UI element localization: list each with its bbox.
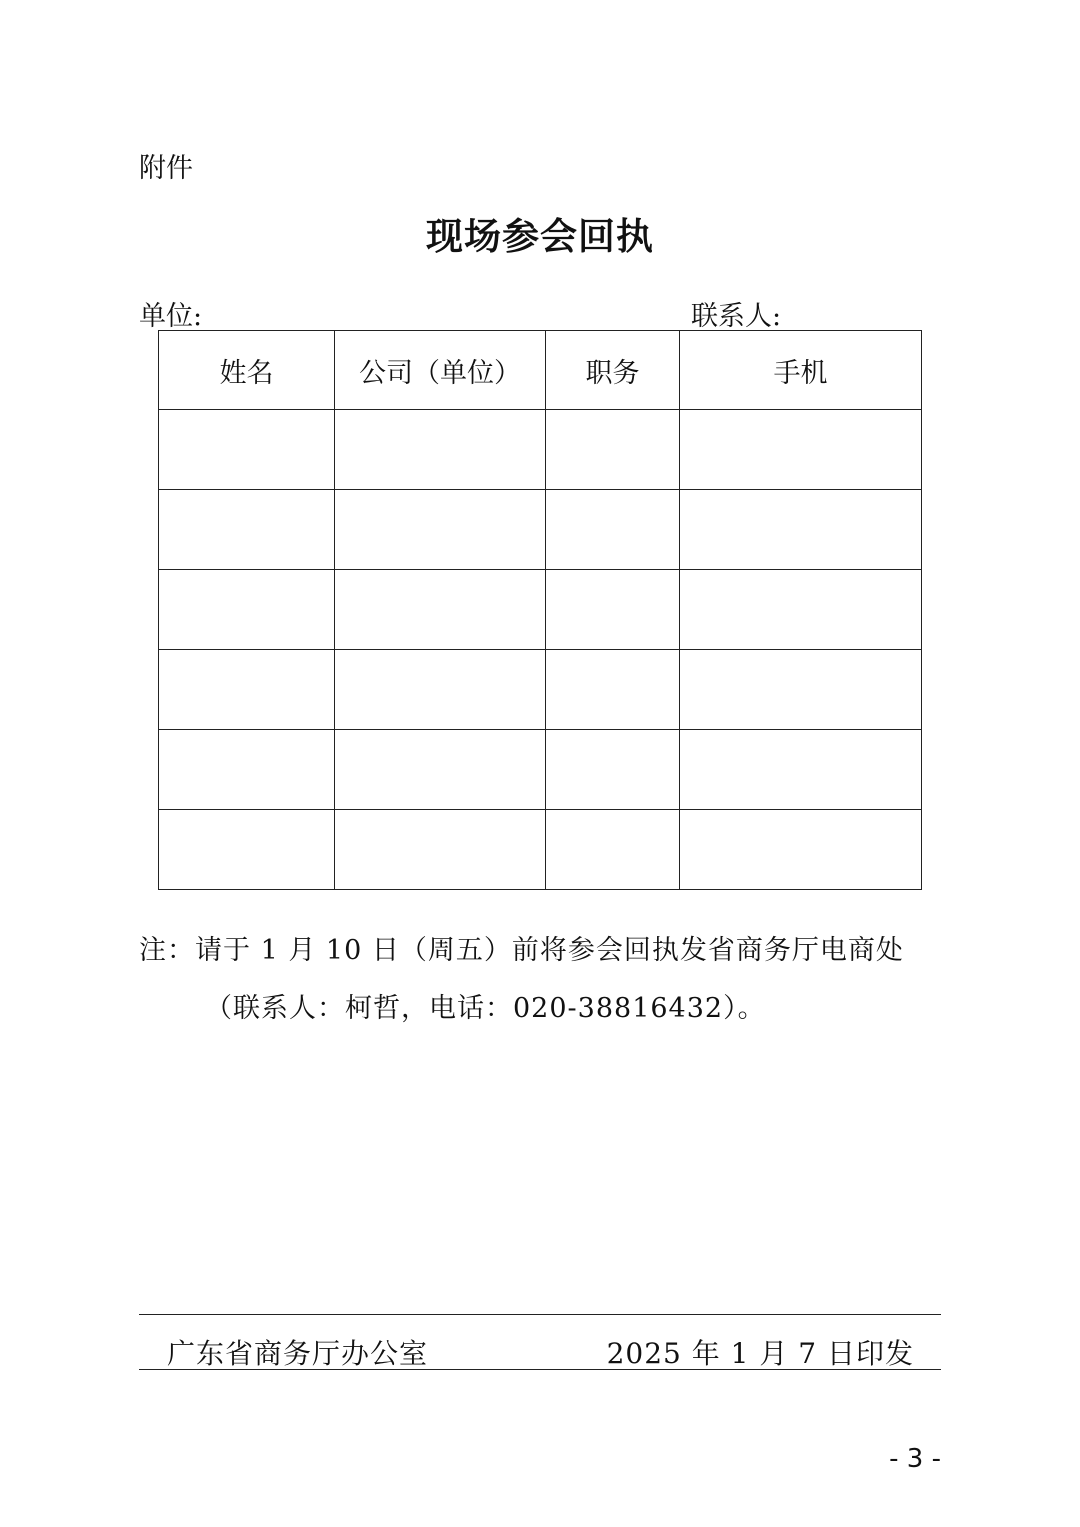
table-cell[interactable] [159,650,335,730]
table-cell[interactable] [159,730,335,810]
table-cell[interactable] [546,410,680,490]
table-cell[interactable] [680,810,922,890]
table-row [159,490,922,570]
table-cell[interactable] [335,810,546,890]
contact-field-label: 联系人: [691,301,782,332]
table-cell[interactable] [335,570,546,650]
table-cell[interactable] [335,410,546,490]
document-title: 现场参会回执 [426,215,654,258]
attachment-label: 附件 [139,153,193,184]
table-cell[interactable] [159,570,335,650]
table-header-row [159,331,922,410]
table-cell[interactable] [159,490,335,570]
table-cell[interactable] [680,490,922,570]
table-cell[interactable] [680,570,922,650]
footer-bottom-divider [139,1369,941,1370]
table-cell[interactable] [680,730,922,810]
column-header-position: 职务 [546,331,680,410]
table-cell[interactable] [159,410,335,490]
table-cell[interactable] [335,490,546,570]
page-number: - 3 - [889,1444,941,1474]
table-row [159,730,922,810]
column-header-company: 公司（单位） [335,331,546,410]
issue-date: 2025 年 1 月 7 日印发 [606,1337,914,1370]
table-cell[interactable] [546,650,680,730]
issuing-office: 广东省商务厅办公室 [167,1337,429,1370]
footer-top-divider [139,1314,941,1315]
table-cell[interactable] [546,730,680,810]
table-row [159,410,922,490]
table-cell[interactable] [335,730,546,810]
table-cell[interactable] [680,650,922,730]
table-cell[interactable] [546,810,680,890]
column-header-name: 姓名 [159,331,335,410]
table-cell[interactable] [546,490,680,570]
note-contact-text: （联系人：柯哲，电话：020-38816432）。 [205,993,766,1024]
table-row [159,570,922,650]
table-row [159,650,922,730]
table-row [159,810,922,890]
unit-field-label: 单位: [139,301,203,332]
table-cell[interactable] [546,570,680,650]
note-text: 注：请于 1 月 10 日（周五）前将参会回执发省商务厅电商处 [139,935,904,966]
table-cell[interactable] [335,650,546,730]
table-cell[interactable] [680,410,922,490]
column-header-mobile: 手机 [680,331,922,410]
table-cell[interactable] [159,810,335,890]
attendance-reply-table [158,330,922,890]
